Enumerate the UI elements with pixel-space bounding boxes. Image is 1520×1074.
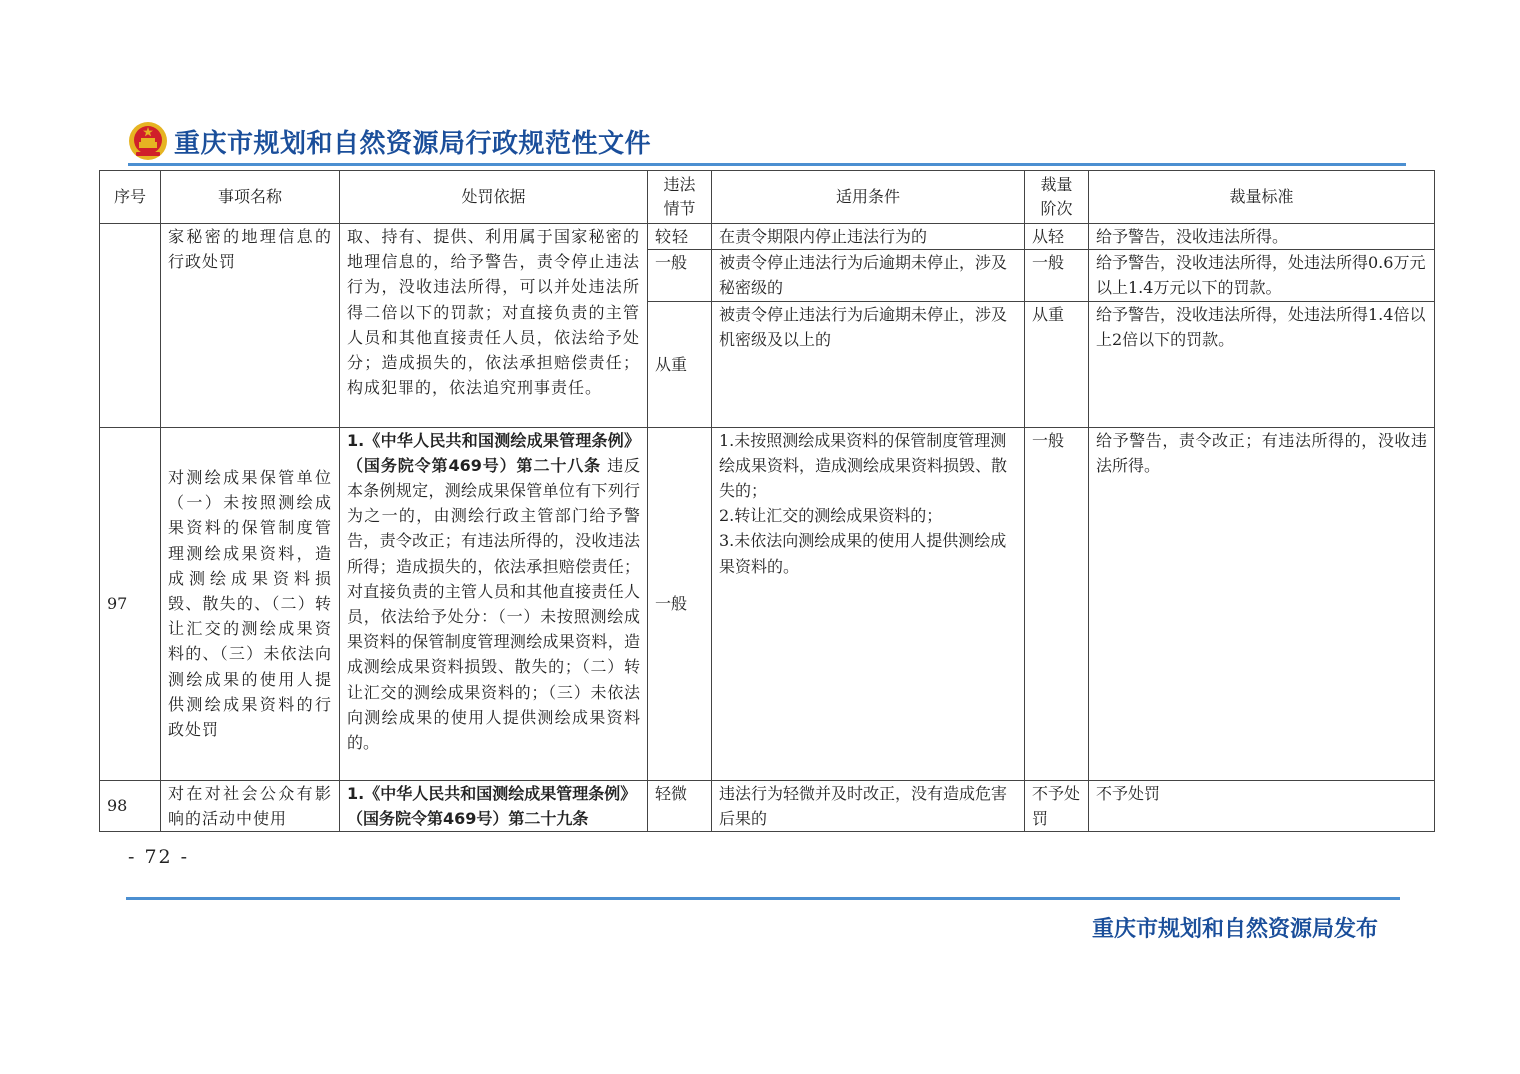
standard-cell: 给予警告，没收违法所得，处违法所得1.4倍以上2倍以下的罚款。 [1089, 301, 1435, 427]
header-basis: 处罚依据 [340, 171, 648, 224]
stage-cell: 从轻 [1025, 224, 1089, 250]
header-plot-line1: 违法 [663, 175, 696, 194]
condition-cell: 被责令停止违法行为后逾期未停止，涉及机密级及以上的 [712, 301, 1025, 427]
stage-cell: 一般 [1025, 250, 1089, 301]
seq-cell [100, 224, 161, 428]
header-standard: 裁量标准 [1089, 171, 1435, 224]
plot-cell: 较轻 [648, 224, 712, 250]
plot-cell: 一般 [648, 427, 712, 780]
standard-cell: 给予警告，责令改正；有违法所得的，没收违法所得。 [1089, 427, 1435, 780]
header-stage-line2: 阶次 [1040, 199, 1073, 218]
document-header [128, 118, 651, 164]
footer-publisher: 重庆市规划和自然资源局发布 [1091, 917, 1378, 942]
basis-article-title: 1.《中华人民共和国测绘成果管理条例》（国务院令第469号）第二十九条 [347, 783, 637, 828]
standard-cell: 给予警告，没收违法所得，处违法所得0.6万元以上1.4万元以下的罚款。 [1089, 250, 1435, 301]
basis-article-text: 违反本条例规定，测绘成果保管单位有下列行为之一的，由测绘行政主管部门给予警告，责令改正；有违法所得的，没收违法所得；造成损失的，依法承担赔偿责任；对直接负责的主管人员和其他直接责任人员，依法给予处分：（一）未按照测绘成果资料的保管制度管理测绘成果资料，造成测绘成果资料损毁、散失的；（二）转让汇交的测绘成果资料的；（三）未依法向测绘成果的使用人提供测绘成果资料的。 [347, 455, 640, 753]
item-cell: 对在对社会公众有影响的活动中使用 [161, 780, 340, 831]
plot-cell: 轻微 [648, 780, 712, 831]
header-item: 事项名称 [161, 171, 340, 224]
table-row [100, 427, 1435, 780]
plot-cell: 从重 [648, 301, 712, 427]
national-emblem-icon [128, 121, 168, 161]
condition-cell: 1.未按照测绘成果资料的保管制度管理测绘成果资料，造成测绘成果资料损毁、散失的； 2.转让汇交的测绘成果资料的； 3.未依法向测绘成果的使用人提供测绘成果资料的。 [712, 427, 1025, 780]
condition-cell: 违法行为轻微并及时改正，没有造成危害后果的 [712, 780, 1025, 831]
seq-cell: 97 [100, 427, 161, 780]
footer-rule [126, 897, 1400, 900]
plot-cell: 一般 [648, 250, 712, 301]
document-title: 重庆市规划和自然资源局行政规范性文件 [174, 128, 652, 159]
header-stage [1025, 171, 1089, 224]
stage-cell: 从重 [1025, 301, 1089, 427]
page-number: - 72 - [128, 846, 190, 868]
stage-cell: 不予处罚 [1025, 780, 1089, 831]
item-cell: 对测绘成果保管单位（一）未按照测绘成果资料的保管制度管理测绘成果资料，造成测绘成果资料损毁、散失的、（二）转让汇交的测绘成果资料的、（三）未依法向测绘成果的使用人提供测绘成果资料的行政处罚 [161, 427, 340, 780]
seq-cell: 98 [100, 780, 161, 831]
header-rule [128, 163, 1406, 166]
header-condition: 适用条件 [712, 171, 1025, 224]
item-cell: 家秘密的地理信息的行政处罚 [161, 224, 340, 428]
condition-cell: 被责令停止违法行为后逾期未停止，涉及秘密级的 [712, 250, 1025, 301]
basis-cell: 取、持有、提供、利用属于国家秘密的地理信息的，给予警告，责令停止违法行为，没收违法所得，可以并处违法所得二倍以下的罚款；对直接负责的主管人员和其他直接责任人员，依法给予处分；造成损失的，依法承担赔偿责任；构成犯罪的，依法追究刑事责任。 [340, 224, 648, 428]
condition-cell: 在责令期限内停止违法行为的 [712, 224, 1025, 250]
header-plot [648, 171, 712, 224]
stage-cell: 一般 [1025, 427, 1089, 780]
basis-cell [340, 780, 648, 831]
header-seq: 序号 [100, 171, 161, 224]
standard-cell: 给予警告，没收违法所得。 [1089, 224, 1435, 250]
header-stage-line1: 裁量 [1040, 175, 1073, 194]
header-plot-line2: 情节 [663, 199, 696, 218]
table-header-row [100, 171, 1435, 224]
basis-article-title: 1.《中华人民共和国测绘成果管理条例》（国务院令第469号）第二十八条 [347, 430, 640, 475]
standard-cell: 不予处罚 [1089, 780, 1435, 831]
table-row [100, 224, 1435, 250]
penalty-discretion-table [99, 170, 1435, 832]
table-row [100, 780, 1435, 831]
basis-cell [340, 427, 648, 780]
